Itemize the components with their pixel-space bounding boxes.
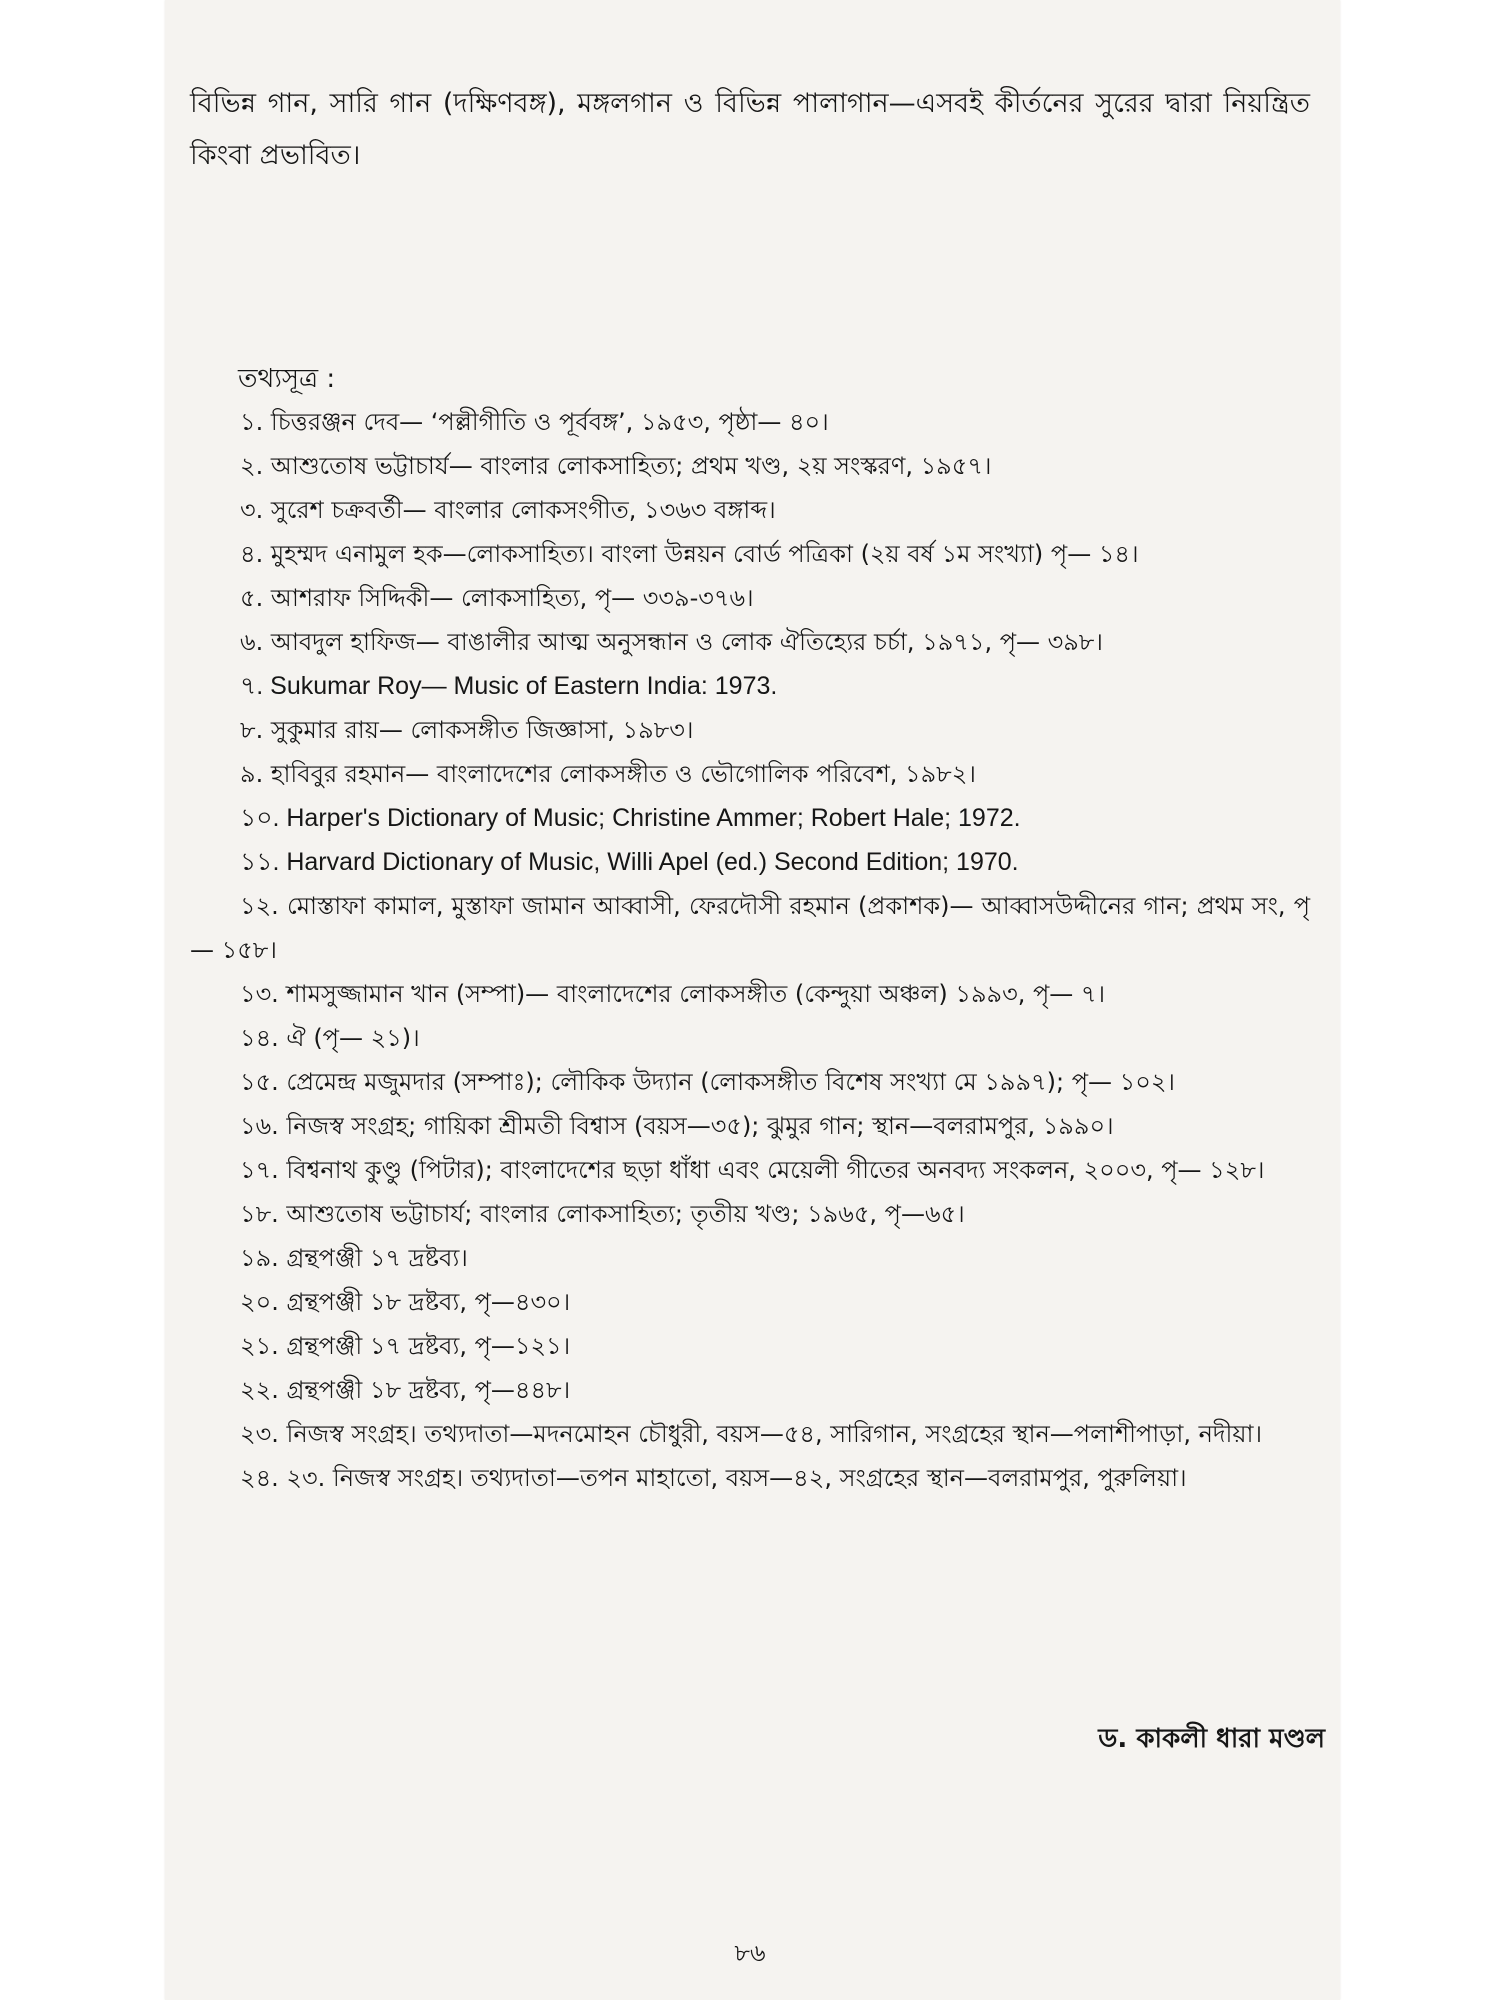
reference-item: ৩. সুরেশ চক্রবর্তী— বাংলার লোকসংগীত, ১৩৬৩ বঙ্গাব্দ। (240, 496, 776, 524)
reference-item: ২২. গ্রন্থপঞ্জী ১৮ দ্রষ্টব্য, পৃ—৪৪৮। (240, 1376, 571, 1404)
reference-item: ১১. Harvard Dictionary of Music, Willi Apel (ed.) Second Edition; 1970. (240, 848, 1019, 876)
intro-paragraph: বিভিন্ন গান, সারি গান (দক্ষিণবঙ্গ), মঙ্গলগান ও বিভিন্ন পালাগান—এসবই কীর্তনের সুরের দ্বারা নিয়ন্ত্রিত কিংবা প্রভাবিত। (190, 88, 1310, 171)
reference-item: ১৮. আশুতোষ ভট্টাচার্য; বাংলার লোকসাহিত্য; তৃতীয় খণ্ড; ১৯৬৫, পৃ—৬৫। (240, 1200, 965, 1228)
reference-item: ৯. হাবিবুর রহমান— বাংলাদেশের লোকসঙ্গীত ও ভৌগোলিক পরিবেশ, ১৯৮২। (240, 760, 976, 788)
reference-item: ১৩. শামসুজ্জামান খান (সম্পা)— বাংলাদেশের লোকসঙ্গীত (কেন্দুয়া অঞ্চল) ১৯৯৩, পৃ— ৭। (240, 980, 1106, 1008)
references-list (190, 400, 1310, 1500)
reference-item: ৫. আশরাফ সিদ্দিকী— লোকসাহিত্য, পৃ— ৩৩৯-৩৭৬। (240, 584, 754, 612)
reference-item: ১৪. ঐ (পৃ— ২১)। (240, 1024, 420, 1052)
reference-item: ১৯. গ্রন্থপঞ্জী ১৭ দ্রষ্টব্য। (240, 1244, 468, 1272)
author-signature: ড. কাকলী ধারা মণ্ডল (1098, 1724, 1325, 1754)
reference-item: ৬. আবদুল হাফিজ— বাঙালীর আত্ম অনুসন্ধান ও লোক ঐতিহ্যের চর্চা, ১৯৭১, পৃ— ৩৯৮। (240, 628, 1103, 656)
reference-item: ৪. মুহম্মদ এনামুল হক—লোকসাহিত্য। বাংলা উন্নয়ন বোর্ড পত্রিকা (২য় বর্ষ ১ম সংখ্যা) পৃ— ১৪। (240, 540, 1139, 568)
reference-item: ১. চিত্তরঞ্জন দেব— ‘পল্লীগীতি ও পূর্ববঙ্গ’, ১৯৫৩, পৃষ্ঠা— ৪০। (240, 408, 829, 436)
reference-item: ২০. গ্রন্থপঞ্জী ১৮ দ্রষ্টব্য, পৃ—৪৩০। (240, 1288, 571, 1316)
references-heading: তথ্যসূত্র : (238, 364, 336, 394)
reference-item: ১২. মোস্তাফা কামাল, মুস্তাফা জামান আব্বাসী, ফেরদৌসী রহমান (প্রকাশক)— আব্বাসউদ্দীনের গান; প্রথম সং, পৃ— ১৫৮। (190, 892, 1310, 964)
reference-item: ২৩. নিজস্ব সংগ্রহ। তথ্যদাতা—মদনমোহন চৌধুরী, বয়স—৫৪, সারিগান, সংগ্রহের স্থান—পলাশীপাড়া, নদীয়া। (240, 1420, 1263, 1448)
reference-item: ৮. সুকুমার রায়— লোকসঙ্গীত জিজ্ঞাসা, ১৯৮৩। (240, 716, 694, 744)
reference-item: ২১. গ্রন্থপঞ্জী ১৭ দ্রষ্টব্য, পৃ—১২১। (240, 1332, 571, 1360)
reference-item: ১৫. প্রেমেন্দ্র মজুমদার (সম্পাঃ); লৌকিক উদ্যান (লোকসঙ্গীত বিশেষ সংখ্যা মে ১৯৯৭); পৃ— ১০২। (240, 1068, 1176, 1096)
reference-item: ১০. Harper's Dictionary of Music; Christine Ammer; Robert Hale; 1972. (240, 804, 1021, 832)
reference-item: ৭. Sukumar Roy— Music of Eastern India: 1973. (240, 672, 778, 700)
reference-item: ২. আশুতোষ ভট্টাচার্য— বাংলার লোকসাহিত্য; প্রথম খণ্ড, ২য় সংস্করণ, ১৯৫৭। (240, 452, 992, 480)
reference-item: ২৪. ২৩. নিজস্ব সংগ্রহ। তথ্যদাতা—তপন মাহাতো, বয়স—৪২, সংগ্রহের স্থান—বলরামপুর, পুরুলিয়া। (240, 1464, 1187, 1492)
reference-item: ১৭. বিশ্বনাথ কুণ্ডু (পিটার); বাংলাদেশের ছড়া ধাঁধা এবং মেয়েলী গীতের অনবদ্য সংকলন, ২০০৩, পৃ— ১২৮। (240, 1156, 1265, 1184)
reference-item: ১৬. নিজস্ব সংগ্রহ; গায়িকা শ্রীমতী বিশ্বাস (বয়স—৩৫); ঝুমুর গান; স্থান—বলরামপুর, ১৯৯০। (240, 1112, 1114, 1140)
page-number: ৮৬ (734, 1939, 766, 1967)
